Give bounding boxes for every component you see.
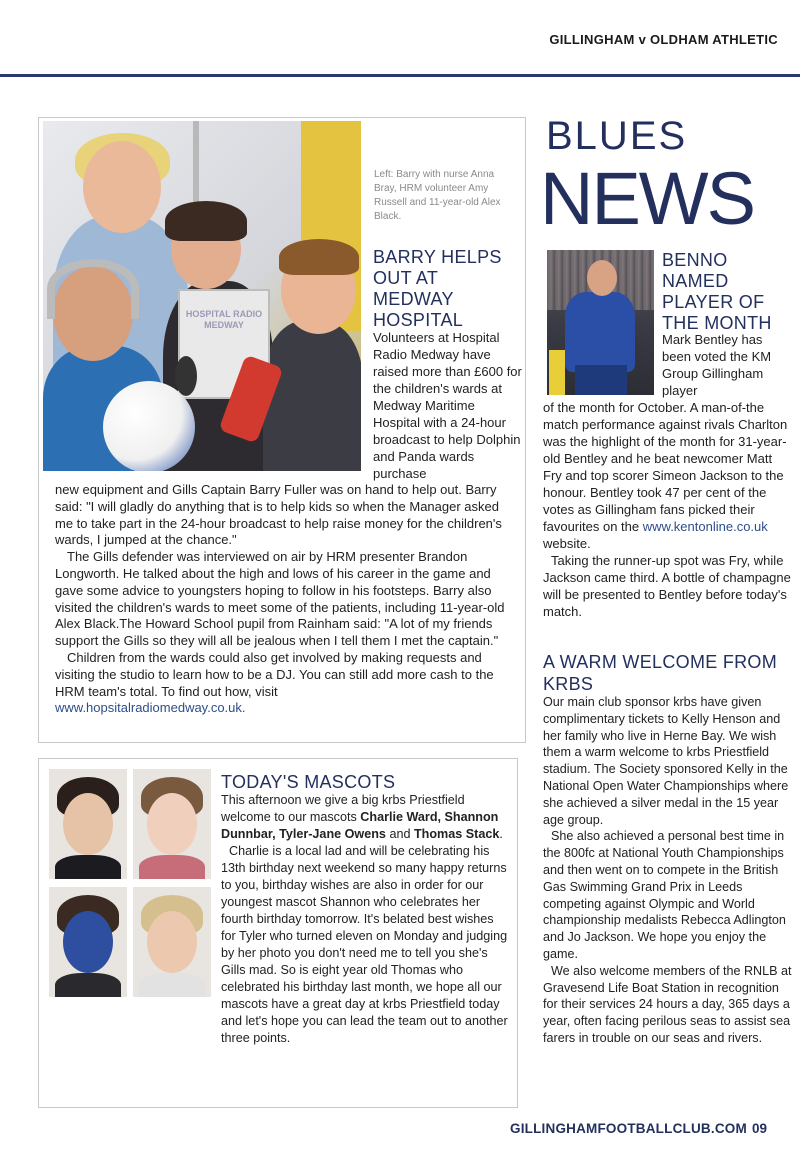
football-icon <box>103 381 195 471</box>
benno-text: of the month for October. A man-of-the match performance against rivals Charlton was the highlight of the month for 31-year-old Bentley and he beat newcomer Matt Fry and top scorer Simeon Jackson to the honour. Bentley took 47 per cent of the votes as Gillingham fans picked their favourites on the <box>543 400 788 534</box>
benno-headline: BENNO NAMED PLAYER OF THE MONTH <box>662 250 772 333</box>
benno-paragraph: Taking the runner-up spot was Fry, while Jackson came third. A bottle of champagne will be presented to Bentley before today's match. <box>543 553 791 619</box>
krbs-paragraph: She also achieved a personal best time in the 800fc at National Youth Championships and then went on to compete in the British Gas Swimming Grand Prix in Leeds competing against Olympic and World championship medalists Rebecca Adlington and Jo Jackson. We hope you enjoy the game. <box>543 829 786 961</box>
section-title-blues: BLUES <box>546 114 688 158</box>
bentley-shirt <box>565 292 635 372</box>
barry-paragraph: new equipment and Gills Captain Barry Fuller was on hand to help out. Barry said: "I will gladly do anything that is to help kids so when the Manager asked me to take part in the 24-hour broadcast to help raise money for the children's wards, I jumped at the chance." <box>55 482 502 548</box>
mascots-and: and <box>389 827 411 841</box>
mascot-photo-charlie <box>49 769 127 879</box>
bentley-shorts <box>575 365 627 395</box>
photo-caption: Left: Barry with nurse Anna Bray, HRM volunteer Amy Russell and 11-year-old Alex Black. <box>374 169 501 222</box>
hospital-photo <box>43 121 361 471</box>
mascot-photo-shannon <box>133 769 211 879</box>
photo-background-player <box>549 350 565 395</box>
bentley-photo <box>547 250 654 395</box>
match-header: GILLINGHAM v OLDHAM ATHLETIC <box>549 32 778 47</box>
volunteer-hair <box>165 201 247 241</box>
benno-column-text: Mark Bentley has been voted the KM Group Gillingham player <box>662 332 772 398</box>
barry-paragraph: The Gills defender was interviewed on air by HRM presenter Brandon Longworth. He talked about the high and lows of his career in the game and gave some advice to youngsters hoping to follow in his footsteps. Barry also visited the children's wards to meet some of the patients, including 11-year-old Alex Black.The Howard School pupil from Rainham said: "A lot of my friends support the Gills so they will all be jealous when I tell them I met the captain." <box>55 549 505 649</box>
barry-feature-box <box>38 117 526 743</box>
barry-headline: BARRY HELPS OUT AT MEDWAY HOSPITAL <box>373 247 502 330</box>
barry-paragraph: Children from the wards could also get involved by making requests and visiting the studio to learn how to be a DJ. You can still add more cash to the HRM team's total. To find out how, visit <box>55 649 494 699</box>
mascots-paragraph: Charlie is a local lad and will be celebrating his 13th birthday next weekend so many happy returns to you, birthday wishes are also in order for our youngest mascot Shannon who celebrates her fourth birthday tomorrow. It's belated best wishes for Tyler who turned eleven on Monday and judging by her photo you don't need me to tell you she's Gills mad. So is eight year old Thomas who celebrated his birthday last month, we hope all our mascots have a great day at krbs Priestfield today and let's hope you can lead the team out to another three points. <box>221 844 508 1045</box>
benno-paragraph <box>543 399 793 552</box>
kentonline-link[interactable]: www.kentonline.co.uk <box>642 519 768 534</box>
footer-website: GILLINGHAMFOOTBALLCLUB.COM <box>510 1121 747 1136</box>
krbs-paragraph: Our main club sponsor krbs have given complimentary tickets to Kelly Henson and her family who live in Herne Bay. We wish them a warm welcome to krbs Priestfield stadium. The Society sponsored Kelly in the National Open Water Championships where she achieved a silver medal in the 15 year age group. <box>543 695 789 827</box>
boy-figure <box>263 321 361 471</box>
mascots-headline: TODAY'S MASCOTS <box>221 772 396 792</box>
headphones-icon <box>47 259 139 319</box>
barry-column-text: Volunteers at Hospital Radio Medway have raised more than £600 for the children's wards at Medway Maritime Hospital with a 24-hour broadcast to help Dolphin and Panda wards purchase <box>373 330 522 481</box>
nurse-head <box>83 141 161 233</box>
mascots-intro-text: This afternoon we give a big krbs Priestfield welcome to our mascots <box>221 793 465 824</box>
krbs-article-body <box>543 694 793 1047</box>
krbs-headline: A WARM WELCOME FROM KRBS <box>543 652 778 694</box>
benno-article-body <box>543 399 793 620</box>
benno-text-end: website. <box>543 536 591 551</box>
mascots-intro <box>221 792 511 843</box>
header-rule <box>0 74 800 77</box>
section-title-news: NEWS <box>540 157 754 240</box>
mascots-article-body <box>221 792 511 1047</box>
mascots-period: . <box>499 827 503 841</box>
hospital-radio-link[interactable]: www.hopsitalradiomedway.co.uk. <box>55 700 246 716</box>
mascot-photo-thomas <box>133 887 211 997</box>
krbs-paragraph: We also welcome members of the RNLB at Gravesend Life Boat Station in recognition for their services 24 hours a day, 365 days a year, often facing perilous seas to assist sea farers in trouble on our seas and rivers. <box>543 963 792 1045</box>
boy-hair <box>279 239 359 275</box>
mascot-name-thomas: Thomas Stack <box>413 827 500 841</box>
clipboard-text: HOSPITAL RADIO MEDWAY <box>185 309 263 330</box>
page-number: 09 <box>752 1121 768 1136</box>
microphone-icon <box>175 356 197 396</box>
mascot-names: Charlie Ward, Shannon Dunnbar, Tyler-Jane Owens <box>221 810 499 841</box>
mascot-photo-tyler <box>49 887 127 997</box>
barry-article-body <box>55 482 517 717</box>
bentley-head <box>587 260 617 296</box>
mascots-box <box>38 758 518 1108</box>
